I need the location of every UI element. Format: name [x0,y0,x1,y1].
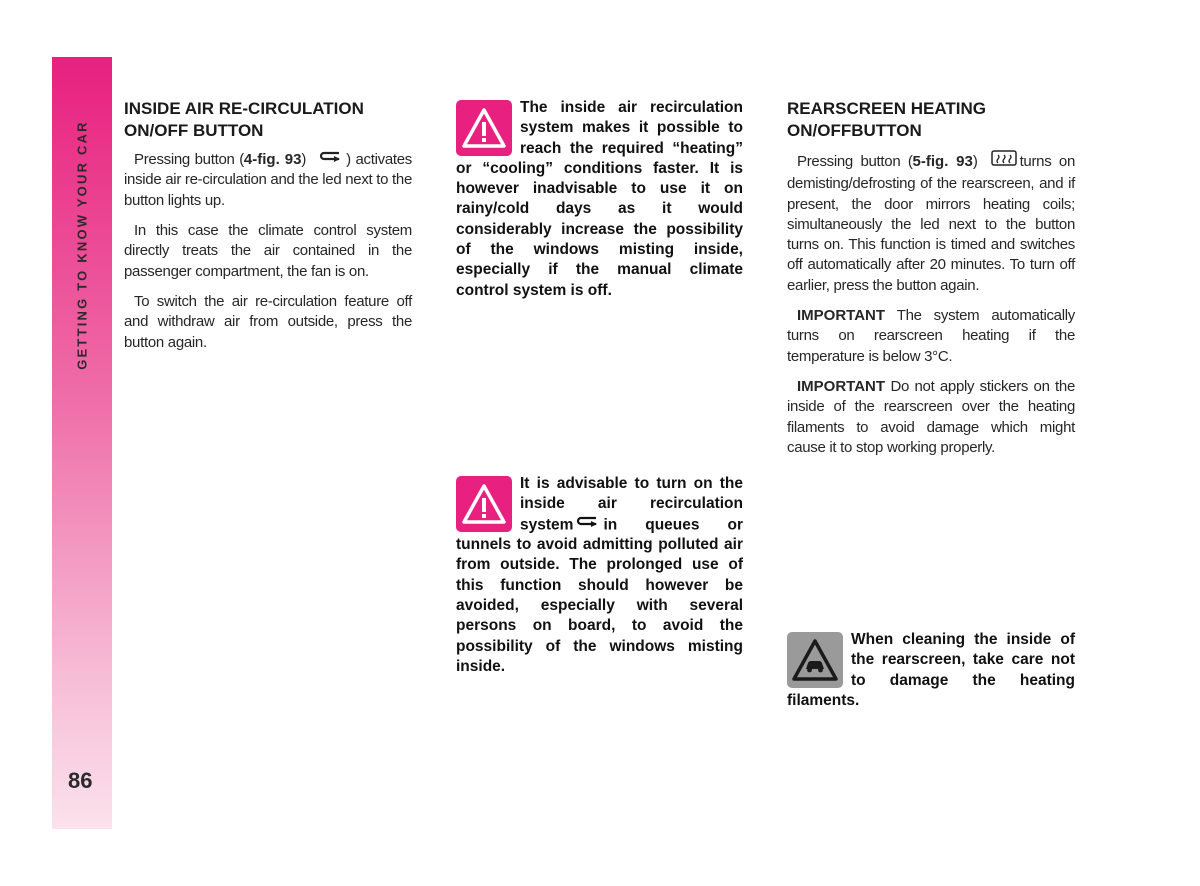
figure-reference: 5-fig. 93 [912,153,973,171]
rearscreen-section [787,98,1075,468]
rearscreen-important-2: IMPORTANT Do not apply stickers on the inside of the rearscreen over the heating filaments to avoid damage which might cause it to stop working properly. [787,377,1075,456]
recirculation-title: INSIDE AIR RE-CIRCULATION ON/OFF BUTTON [124,99,364,140]
rear-defrost-icon [981,150,1017,174]
recirculation-icon [576,515,600,535]
warning-triangle-icon [456,476,512,532]
warning-recirculation-note: The inside air recirculation system makes it possible to reach the required “heating” or “cooling” conditions faster. It is however inadvisable to use it on rainy/cold days as it would considerably increase the possibility of the windows misting inside, especially if the manual climate control system is off. [456,99,743,299]
warning-queues-tunnels-note: It is advisable to turn on the inside air recirculation system in queues or tunnels to avoid admitting polluted air from outside. The prolonged use of this function should however be avoided, especially with several persons on board, to avoid the possibility of the windows misting inside. [456,475,743,675]
warning-triangle-icon [456,100,512,156]
rearscreen-paragraph-1: Pressing button (5-fig. 93) turns on demisting/defrosting of the rearscreen, and if present, the door mirrors heating coils; simultaneously the led next to the button turns on. This function is timed and switches off automatically after 20 minutes. To turn off earlier, press the button again. [787,150,1075,296]
rearscreen-title: REARSCREEN HEATING ON/OFFBUTTON [787,99,986,140]
rearscreen-important-1: IMPORTANT The system automatically turns on rearscreen heating if the temperature is below 3°C. [787,307,1075,365]
care-note: When cleaning the inside of the rearscreen, take care not to damage the heating filaments. [787,631,1075,709]
recirculation-paragraph-2: In this case the climate control system directly treats the air contained in the passenger compartment, the fan is on. [124,222,412,280]
section-label: GETTING TO KNOW YOUR CAR [74,120,90,370]
recirculation-paragraph-3: To switch the air re-circulation feature off and withdraw air from outside, press the button again. [124,292,412,351]
page-number: 86 [68,768,93,793]
recirculation-section [124,98,412,363]
recirculation-paragraph-1: Pressing button (4-fig. 93) ) activates inside air re-circulation and the led next to the button lights up. [124,151,412,209]
car-care-triangle-icon [787,632,843,688]
figure-reference: 4-fig. 93 [243,151,302,169]
recirculation-icon [309,150,343,170]
